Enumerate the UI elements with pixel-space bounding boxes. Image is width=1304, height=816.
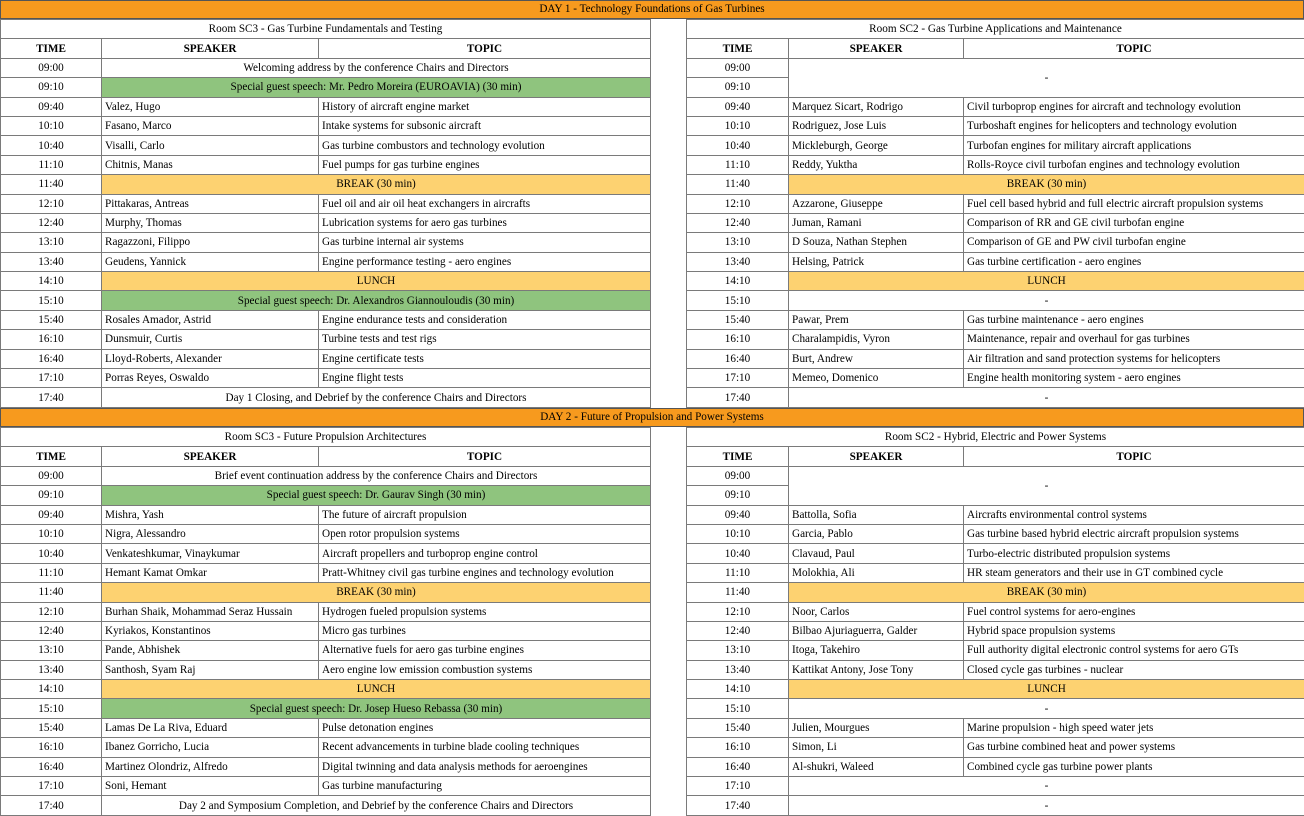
schedule-row [1,544,651,563]
topic-cell: Engine flight tests [319,369,651,388]
time-cell: 17:10 [687,777,789,796]
topic-cell: Comparison of GE and PW civil turbofan engine [964,233,1304,252]
time-cell: 15:10 [687,291,789,310]
time-cell: 11:10 [687,155,789,174]
speaker-cell: Itoga, Takehiro [789,641,964,660]
time-cell: 12:40 [1,621,102,640]
schedule-row [687,233,1304,252]
time-cell: 16:10 [1,738,102,757]
topic-cell: Rolls-Royce civil turbofan engines and technology evolution [964,155,1304,174]
topic-cell: Turbo-electric distributed propulsion systems [964,544,1304,563]
break-cell: LUNCH [102,680,651,699]
schedule-row [687,58,1304,77]
time-cell: 16:40 [687,757,789,776]
schedule-row [687,680,1304,699]
topic-cell: Marine propulsion - high speed water jets [964,718,1304,737]
speaker-cell: Helsing, Patrick [789,252,964,271]
time-cell: 10:10 [687,116,789,135]
speaker-header: SPEAKER [789,447,964,466]
topic-cell: Engine performance testing - aero engines [319,252,651,271]
schedule-row [1,486,651,505]
topic-header: TOPIC [964,447,1304,466]
topic-cell: Turbine tests and test rigs [319,330,651,349]
room-title: Room SC2 - Gas Turbine Applications and Maintenance [687,20,1304,39]
time-cell: 15:40 [1,718,102,737]
speaker-cell: Valez, Hugo [102,97,319,116]
topic-cell: Engine certificate tests [319,349,651,368]
schedule-row [1,291,651,310]
schedule-row [1,136,651,155]
topic-cell: History of aircraft engine market [319,97,651,116]
topic-cell: Fuel cell based hybrid and full electric aircraft propulsion systems [964,194,1304,213]
speaker-cell: Martinez Olondriz, Alfredo [102,757,319,776]
schedule-row [1,583,651,602]
topic-cell: Gas turbine certification - aero engines [964,252,1304,271]
topic-cell: Closed cycle gas turbines - nuclear [964,660,1304,679]
speaker-cell: Geudens, Yannick [102,252,319,271]
speaker-cell: Molokhia, Ali [789,563,964,582]
session-note-cell: - [789,796,1304,815]
time-cell: 10:40 [687,136,789,155]
speaker-header: SPEAKER [102,447,319,466]
speaker-header: SPEAKER [789,39,964,58]
speaker-cell: Pawar, Prem [789,310,964,329]
time-cell: 09:00 [687,466,789,485]
guest-speech-cell: Special guest speech: Dr. Alexandros Giannouloudis (30 min) [102,291,651,310]
break-cell: BREAK (30 min) [102,175,651,194]
time-cell: 10:40 [1,544,102,563]
schedule-row [1,252,651,271]
time-cell: 11:10 [1,563,102,582]
time-cell: 09:10 [687,78,789,97]
schedule-row [687,349,1304,368]
time-cell: 17:10 [1,777,102,796]
room-title-row [687,20,1304,39]
schedule-row [687,602,1304,621]
time-cell: 17:40 [687,388,789,407]
topic-cell: Air filtration and sand protection systems for helicopters [964,349,1304,368]
schedule-row [687,621,1304,640]
speaker-header: SPEAKER [102,39,319,58]
schedule-row [687,388,1304,407]
speaker-cell: Ibanez Gorricho, Lucia [102,738,319,757]
session-note-cell: - [789,291,1304,310]
speaker-cell: Burhan Shaik, Mohammad Seraz Hussain [102,602,319,621]
speaker-cell: Venkateshkumar, Vinaykumar [102,544,319,563]
session-note-cell: Day 2 and Symposium Completion, and Debrief by the conference Chairs and Directors [102,796,651,815]
speaker-cell: D Souza, Nathan Stephen [789,233,964,252]
time-cell: 16:10 [1,330,102,349]
speaker-cell: Simon, Li [789,738,964,757]
topic-cell: Lubrication systems for aero gas turbines [319,213,651,232]
speaker-cell: Bilbao Ajuriaguerra, Galder [789,621,964,640]
schedule-row [687,757,1304,776]
schedule-row [1,97,651,116]
time-cell: 16:40 [1,757,102,776]
schedule-row [687,738,1304,757]
time-cell: 15:40 [687,310,789,329]
time-header: TIME [687,447,789,466]
speaker-cell: Marquez Sicart, Rodrigo [789,97,964,116]
speaker-cell: Lamas De La Riva, Eduard [102,718,319,737]
speaker-cell: Mishra, Yash [102,505,319,524]
schedule-row [687,699,1304,718]
time-cell: 14:10 [687,680,789,699]
time-cell: 17:40 [1,388,102,407]
time-cell: 16:10 [687,738,789,757]
topic-cell: Comparison of RR and GE civil turbofan engine [964,213,1304,232]
schedule-row [1,699,651,718]
time-cell: 13:10 [1,233,102,252]
time-cell: 09:40 [1,97,102,116]
guest-speech-cell: Special guest speech: Mr. Pedro Moreira (EUROAVIA) (30 min) [102,78,651,97]
topic-cell: Gas turbine internal air systems [319,233,651,252]
break-cell: BREAK (30 min) [789,583,1304,602]
break-cell: BREAK (30 min) [102,583,651,602]
room-title: Room SC3 - Future Propulsion Architectures [1,428,651,447]
time-cell: 10:10 [1,116,102,135]
time-cell: 17:40 [1,796,102,815]
speaker-cell: Juman, Ramani [789,213,964,232]
topic-cell: Alternative fuels for aero gas turbine engines [319,641,651,660]
speaker-cell: Fasano, Marco [102,116,319,135]
schedule-row [1,349,651,368]
speaker-cell: Porras Reyes, Oswaldo [102,369,319,388]
speaker-cell: Lloyd-Roberts, Alexander [102,349,319,368]
schedule-row [1,194,651,213]
session-note-cell: - [789,58,1304,97]
time-header: TIME [687,39,789,58]
speaker-cell: Pande, Abhishek [102,641,319,660]
schedule-row [687,272,1304,291]
topic-cell: Maintenance, repair and overhaul for gas turbines [964,330,1304,349]
day-2-room-sc3-table [0,427,651,816]
time-cell: 16:40 [687,349,789,368]
time-cell: 09:40 [687,97,789,116]
speaker-cell: Battolla, Sofia [789,505,964,524]
speaker-cell: Pittakaras, Antreas [102,194,319,213]
schedule-row [1,796,651,815]
speaker-cell: Al-shukri, Waleed [789,757,964,776]
schedule-row [1,213,651,232]
schedule-row [1,621,651,640]
schedule-row [1,233,651,252]
time-cell: 09:10 [1,78,102,97]
time-cell: 13:40 [687,660,789,679]
time-cell: 11:40 [687,583,789,602]
time-cell: 11:40 [1,175,102,194]
schedule-row [687,330,1304,349]
time-cell: 11:10 [687,563,789,582]
schedule-row [687,97,1304,116]
room-title-row [1,20,651,39]
time-cell: 15:10 [687,699,789,718]
speaker-cell: Burt, Andrew [789,349,964,368]
time-cell: 13:40 [1,660,102,679]
break-cell: LUNCH [789,272,1304,291]
speaker-cell: Murphy, Thomas [102,213,319,232]
topic-cell: Fuel pumps for gas turbine engines [319,155,651,174]
speaker-cell: Ragazzoni, Filippo [102,233,319,252]
schedule-row [1,369,651,388]
time-cell: 12:40 [687,621,789,640]
topic-cell: Aircraft propellers and turboprop engine control [319,544,651,563]
topic-cell: Civil turboprop engines for aircraft and technology evolution [964,97,1304,116]
time-cell: 13:10 [687,233,789,252]
header-row [1,447,651,466]
header-row [687,447,1304,466]
topic-cell: Intake systems for subsonic aircraft [319,116,651,135]
speaker-cell: Kattikat Antony, Jose Tony [789,660,964,679]
guest-speech-cell: Special guest speech: Dr. Josep Hueso Rebassa (30 min) [102,699,651,718]
schedule-row [1,680,651,699]
session-note-cell: Brief event continuation address by the conference Chairs and Directors [102,466,651,485]
time-cell: 13:10 [1,641,102,660]
schedule-row [1,641,651,660]
time-cell: 11:40 [687,175,789,194]
topic-cell: Gas turbine based hybrid electric aircraft propulsion systems [964,524,1304,543]
time-cell: 16:10 [687,330,789,349]
topic-cell: Aircrafts environmental control systems [964,505,1304,524]
time-cell: 09:10 [687,486,789,505]
time-cell: 10:40 [687,544,789,563]
schedule-row [1,175,651,194]
day-1-room-sc2-table [686,19,1304,408]
time-cell: 17:10 [687,369,789,388]
schedule-row [687,116,1304,135]
time-cell: 17:40 [687,796,789,815]
topic-cell: Full authority digital electronic control systems for aero GTs [964,641,1304,660]
speaker-cell: Rosales Amador, Astrid [102,310,319,329]
time-cell: 10:10 [1,524,102,543]
schedule-row [687,252,1304,271]
schedule-row [687,544,1304,563]
break-cell: LUNCH [102,272,651,291]
header-row [1,39,651,58]
time-cell: 13:10 [687,641,789,660]
topic-cell: Gas turbine manufacturing [319,777,651,796]
speaker-cell: Kyriakos, Konstantinos [102,621,319,640]
time-cell: 12:10 [687,602,789,621]
session-note-cell: Welcoming address by the conference Chairs and Directors [102,58,651,77]
speaker-cell: Soni, Hemant [102,777,319,796]
day-1-banner: DAY 1 - Technology Foundations of Gas Turbines [0,0,1304,19]
schedule-row [1,310,651,329]
schedule-row [687,310,1304,329]
schedule-row [687,291,1304,310]
topic-cell: Gas turbine combined heat and power systems [964,738,1304,757]
time-cell: 12:40 [1,213,102,232]
guest-speech-cell: Special guest speech: Dr. Gaurav Singh (30 min) [102,486,651,505]
schedule-row [687,524,1304,543]
schedule-row [687,175,1304,194]
time-cell: 13:40 [687,252,789,271]
speaker-cell: Dunsmuir, Curtis [102,330,319,349]
time-cell: 09:00 [1,58,102,77]
schedule-row [1,602,651,621]
schedule-row [1,757,651,776]
schedule-row [1,155,651,174]
break-cell: LUNCH [789,680,1304,699]
schedule-row [687,777,1304,796]
time-cell: 15:10 [1,699,102,718]
topic-header: TOPIC [964,39,1304,58]
time-header: TIME [1,39,102,58]
schedule-row [687,505,1304,524]
session-note-cell: - [789,466,1304,505]
topic-cell: Gas turbine combustors and technology evolution [319,136,651,155]
room-title-row [1,428,651,447]
day-1-room-sc3-table [0,19,651,408]
time-cell: 15:40 [687,718,789,737]
room-title: Room SC3 - Gas Turbine Fundamentals and Testing [1,20,651,39]
time-cell: 14:10 [1,272,102,291]
topic-cell: Aero engine low emission combustion systems [319,660,651,679]
topic-header: TOPIC [319,447,651,466]
schedule-row [687,213,1304,232]
schedule-row [1,718,651,737]
time-cell: 15:10 [1,291,102,310]
time-cell: 12:40 [687,213,789,232]
schedule-row [687,660,1304,679]
schedule-row [1,78,651,97]
time-cell: 09:00 [1,466,102,485]
time-cell: 09:00 [687,58,789,77]
schedule-row [1,388,651,407]
time-cell: 17:10 [1,369,102,388]
speaker-cell: Santhosh, Syam Raj [102,660,319,679]
speaker-cell: Azzarone, Giuseppe [789,194,964,213]
speaker-cell: Hemant Kamat Omkar [102,563,319,582]
schedule-row [687,718,1304,737]
schedule-row [687,194,1304,213]
topic-cell: Engine health monitoring system - aero engines [964,369,1304,388]
time-header: TIME [1,447,102,466]
break-cell: BREAK (30 min) [789,175,1304,194]
topic-cell: HR steam generators and their use in GT combined cycle [964,563,1304,582]
topic-cell: Micro gas turbines [319,621,651,640]
time-cell: 09:40 [1,505,102,524]
speaker-cell: Chitnis, Manas [102,155,319,174]
schedule-row [687,796,1304,815]
time-cell: 09:40 [687,505,789,524]
topic-cell: Gas turbine maintenance - aero engines [964,310,1304,329]
time-cell: 10:10 [687,524,789,543]
schedule-row [687,369,1304,388]
speaker-cell: Julien, Mourgues [789,718,964,737]
topic-cell: Pratt-Whitney civil gas turbine engines and technology evolution [319,563,651,582]
schedule-row [687,563,1304,582]
schedule-row [1,660,651,679]
speaker-cell: Mickleburgh, George [789,136,964,155]
time-cell: 16:40 [1,349,102,368]
topic-cell: Turbofan engines for military aircraft applications [964,136,1304,155]
time-cell: 12:10 [1,602,102,621]
schedule-row [687,466,1304,485]
time-cell: 10:40 [1,136,102,155]
speaker-cell: Memeo, Domenico [789,369,964,388]
session-note-cell: - [789,699,1304,718]
room-title-row [687,428,1304,447]
topic-cell: Fuel oil and air oil heat exchangers in aircrafts [319,194,651,213]
topic-cell: The future of aircraft propulsion [319,505,651,524]
topic-cell: Hydrogen fueled propulsion systems [319,602,651,621]
schedule-row [687,641,1304,660]
time-cell: 13:40 [1,252,102,271]
schedule-row [1,524,651,543]
schedule-row [1,505,651,524]
topic-cell: Fuel control systems for aero-engines [964,602,1304,621]
schedule-row [1,58,651,77]
header-row [687,39,1304,58]
speaker-cell: Clavaud, Paul [789,544,964,563]
speaker-cell: Visalli, Carlo [102,136,319,155]
schedule-row [1,738,651,757]
schedule-row [1,563,651,582]
schedule-row [1,116,651,135]
schedule-row [687,136,1304,155]
topic-cell: Hybrid space propulsion systems [964,621,1304,640]
schedule-row [1,777,651,796]
speaker-cell: Reddy, Yuktha [789,155,964,174]
schedule-row [687,155,1304,174]
time-cell: 12:10 [687,194,789,213]
topic-cell: Combined cycle gas turbine power plants [964,757,1304,776]
topic-header: TOPIC [319,39,651,58]
topic-cell: Pulse detonation engines [319,718,651,737]
time-cell: 11:10 [1,155,102,174]
time-cell: 09:10 [1,486,102,505]
time-cell: 12:10 [1,194,102,213]
session-note-cell: - [789,777,1304,796]
schedule-row [1,272,651,291]
day-2-banner: DAY 2 - Future of Propulsion and Power Systems [0,408,1304,427]
topic-cell: Turboshaft engines for helicopters and technology evolution [964,116,1304,135]
room-title: Room SC2 - Hybrid, Electric and Power Systems [687,428,1304,447]
session-note-cell: - [789,388,1304,407]
time-cell: 11:40 [1,583,102,602]
topic-cell: Open rotor propulsion systems [319,524,651,543]
schedule-row [687,583,1304,602]
time-cell: 15:40 [1,310,102,329]
time-cell: 14:10 [1,680,102,699]
speaker-cell: Noor, Carlos [789,602,964,621]
day-2-room-sc2-table [686,427,1304,816]
time-cell: 14:10 [687,272,789,291]
speaker-cell: Garcia, Pablo [789,524,964,543]
speaker-cell: Rodriguez, Jose Luis [789,116,964,135]
topic-cell: Engine endurance tests and consideration [319,310,651,329]
schedule-row [1,466,651,485]
topic-cell: Recent advancements in turbine blade cooling techniques [319,738,651,757]
speaker-cell: Charalampidis, Vyron [789,330,964,349]
schedule-row [1,330,651,349]
session-note-cell: Day 1 Closing, and Debrief by the conference Chairs and Directors [102,388,651,407]
topic-cell: Digital twinning and data analysis methods for aeroengines [319,757,651,776]
speaker-cell: Nigra, Alessandro [102,524,319,543]
